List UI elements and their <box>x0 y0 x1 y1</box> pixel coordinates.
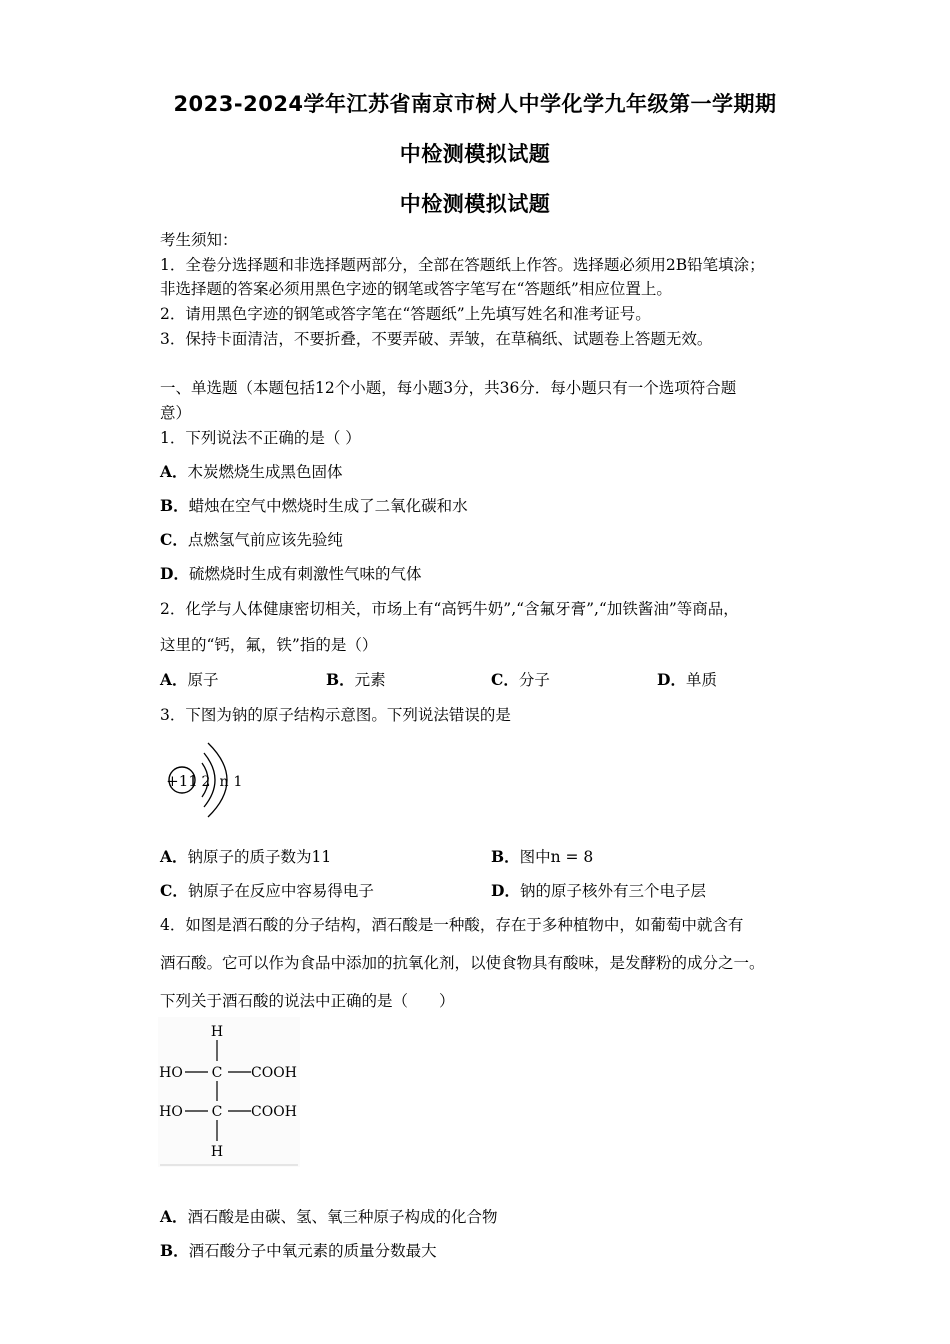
q1-option-a-label: A． <box>160 462 188 481</box>
q1-option-d-label: D． <box>160 564 189 583</box>
q2-option-a-text: 原子 <box>187 671 219 689</box>
q2-option-c-label: C． <box>491 670 519 689</box>
q3-option-c-label: C． <box>160 881 188 900</box>
notice-heading: 考生须知： <box>160 231 238 249</box>
q4-option-a <box>160 1205 498 1227</box>
q1-option-b-label: B． <box>160 496 189 515</box>
q4-stem-line-2: 酒石酸。它可以作为食品中添加的抗氧化剂，以使食物具有酸味，是发酵粉的成分之一。 <box>160 954 765 972</box>
q3-option-d <box>491 879 706 901</box>
atom-h-top: H <box>210 1024 224 1040</box>
q3-option-d-text: 钠的原子核外有三个电子层 <box>519 882 706 900</box>
q1-option-c <box>160 528 343 550</box>
q1-option-c-text: 点燃氢气前应该先验纯 <box>187 531 343 549</box>
group-ho-2: HO <box>159 1104 183 1120</box>
shell-2-electrons: n <box>219 774 229 790</box>
q3-option-c <box>160 879 374 901</box>
notice-item-1a: 1．全卷分选择题和非选择题两部分，全部在答题纸上作答。选择题必须用2B铅笔填涂； <box>160 256 765 274</box>
q1-option-a-text: 木炭燃烧生成黑色固体 <box>187 463 343 481</box>
group-ho-1: HO <box>159 1065 183 1081</box>
q3-option-c-text: 钠原子在反应中容易得电子 <box>187 882 374 900</box>
page-title-line-3: 中检测模拟试题 <box>399 192 551 216</box>
q4-stem-line-1: 4．如图是酒石酸的分子结构，酒石酸是一种酸，存在于多种植物中，如葡萄中就含有 <box>160 916 744 934</box>
tartaric-acid-structure <box>158 1017 300 1167</box>
q2-stem-line-1: 2．化学与人体健康密切相关，市场上有“高钙牛奶”,“含氟牙膏”,“加铁酱油”等商品， <box>160 600 739 618</box>
notice-item-2: 2．请用黑色字迹的钢笔或答字笔在“答题纸”上先填写姓名和准考证号。 <box>160 305 651 323</box>
group-cooh-2: COOH <box>251 1104 297 1120</box>
q2-option-a-label: A． <box>160 670 188 689</box>
notice-item-3: 3．保持卡面清洁，不要折叠，不要弄破、弄皱，在草稿纸、试题卷上答题无效。 <box>160 330 713 348</box>
page-title-line-2: 中检测模拟试题 <box>399 142 551 166</box>
q2-option-d-label: D． <box>657 670 686 689</box>
page-title-line-1: 2023-2024学年江苏省南京市树人中学化学九年级第一学期期 <box>173 92 777 116</box>
q4-option-a-label: A． <box>160 1207 188 1226</box>
atom-h-bottom: H <box>210 1144 224 1160</box>
q1-option-b <box>160 494 468 516</box>
q2-option-b-text: 元素 <box>354 671 386 689</box>
structure-background <box>158 1017 300 1167</box>
nucleus-charge: +11 <box>166 772 198 790</box>
q1-stem: 1．下列说法不正确的是（ ） <box>160 429 361 447</box>
q1-option-d-text: 硫燃烧时生成有刺激性气味的气体 <box>188 565 422 583</box>
q3-option-a-text: 钠原子的质子数为11 <box>187 848 332 866</box>
shell-1-electrons: 2 <box>201 774 211 790</box>
q3-option-b <box>491 845 593 867</box>
q2-option-b <box>326 668 386 690</box>
q3-stem: 3．下图为钠的原子结构示意图。下列说法错误的是 <box>160 706 511 724</box>
q3-option-d-label: D． <box>491 881 520 900</box>
shell-3-electrons: 1 <box>233 774 243 790</box>
q4-option-b-label: B． <box>160 1241 189 1260</box>
q4-stem-line-3: 下列关于酒石酸的说法中正确的是（ ） <box>160 992 455 1010</box>
section-heading-line-1: 一、单选题（本题包括12个小题，每小题3分，共36分．每小题只有一个选项符合题 <box>160 379 737 397</box>
section-heading-line-2: 意） <box>160 404 192 422</box>
q4-option-a-text: 酒石酸是由碳、氢、氧三种原子构成的化合物 <box>187 1208 498 1226</box>
q1-option-d <box>160 562 421 584</box>
sodium-atom-diagram <box>158 733 258 828</box>
q4-option-b <box>160 1239 437 1261</box>
atom-c-2: C <box>211 1104 223 1120</box>
q1-option-a <box>160 460 343 482</box>
notice-item-1b: 非选择题的答案必须用黑色字迹的钢笔或答字笔写在“答题纸”相应位置上。 <box>160 280 672 298</box>
q4-option-b-text: 酒石酸分子中氧元素的质量分数最大 <box>188 1242 437 1260</box>
q2-option-c <box>491 668 550 690</box>
q1-option-c-label: C． <box>160 530 188 549</box>
q2-option-c-text: 分子 <box>518 671 550 689</box>
q2-stem-line-2: 这里的“钙，氟，铁”指的是（） <box>160 636 378 654</box>
q2-option-a <box>160 668 219 690</box>
group-cooh-1: COOH <box>251 1065 297 1081</box>
q3-option-a-label: A． <box>160 847 188 866</box>
q2-option-d-text: 单质 <box>685 671 717 689</box>
q3-option-b-text: 图中n = 8 <box>519 848 594 866</box>
q1-option-b-text: 蜡烛在空气中燃烧时生成了二氧化碳和水 <box>188 497 468 515</box>
q2-option-b-label: B． <box>326 670 355 689</box>
atom-c-1: C <box>211 1065 223 1081</box>
q3-option-b-label: B． <box>491 847 520 866</box>
q2-option-d <box>657 668 717 690</box>
q3-option-a <box>160 845 331 867</box>
